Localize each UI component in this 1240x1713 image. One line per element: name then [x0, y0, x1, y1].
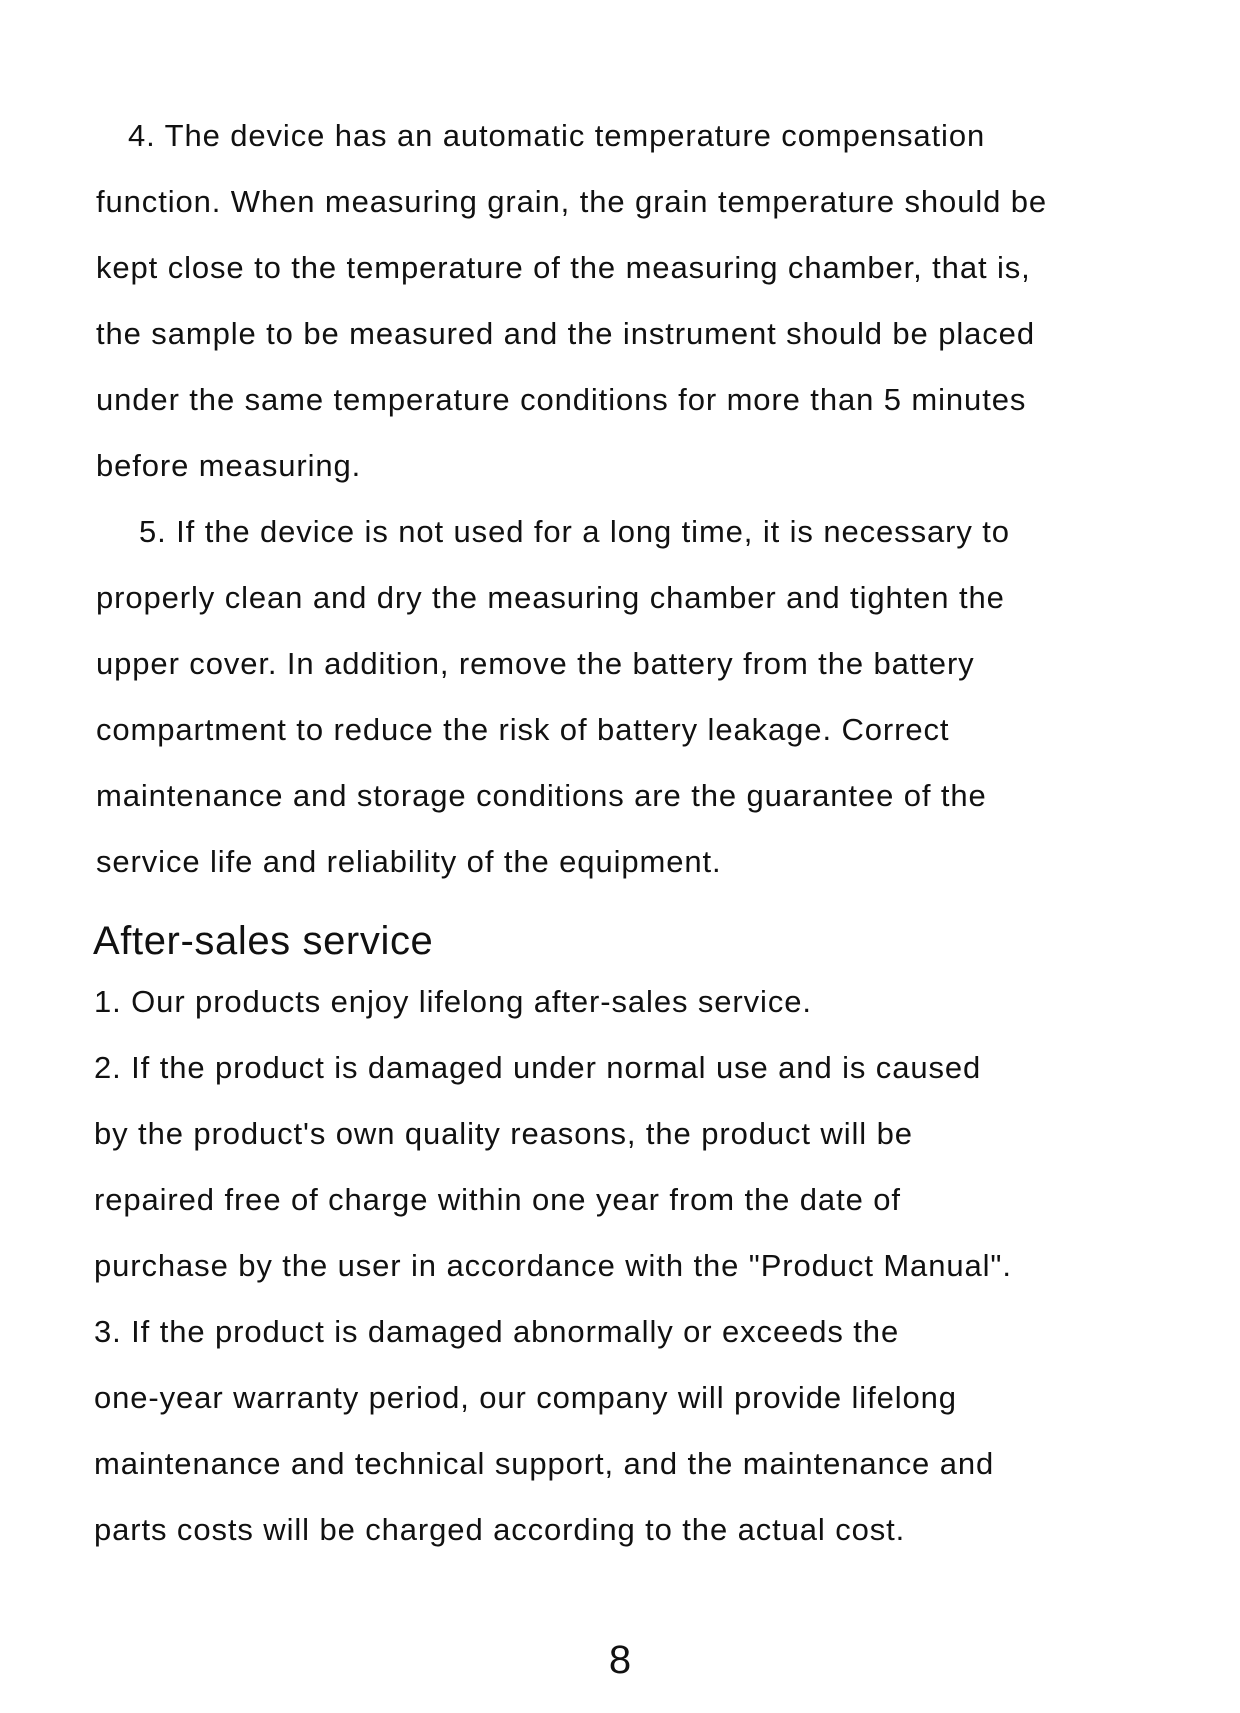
- paragraph-line: by the product's own quality reasons, the product will be: [94, 1116, 913, 1151]
- paragraph-line: maintenance and technical support, and the maintenance and: [94, 1446, 995, 1481]
- paragraph-line: properly clean and dry the measuring chamber and tighten the: [96, 580, 1005, 615]
- paragraph-line: 4. The device has an automatic temperature compensation: [128, 118, 986, 153]
- paragraph-line: function. When measuring grain, the grain temperature should be: [96, 184, 1048, 219]
- paragraph-line: the sample to be measured and the instrument should be placed: [96, 316, 1035, 351]
- section-heading: After-sales service: [93, 919, 434, 963]
- paragraph-line: service life and reliability of the equipment.: [96, 844, 722, 879]
- paragraph-line: before measuring.: [96, 448, 362, 483]
- page-number: 8: [608, 1638, 632, 1682]
- paragraph-line: purchase by the user in accordance with the "Product Manual".: [94, 1248, 1012, 1283]
- paragraph-line: 2. If the product is damaged under normal use and is caused: [94, 1050, 982, 1085]
- paragraph-line: maintenance and storage conditions are the guarantee of the: [96, 778, 987, 813]
- paragraph-line: repaired free of charge within one year from the date of: [94, 1182, 901, 1217]
- paragraph-line: 3. If the product is damaged abnormally or exceeds the: [94, 1314, 900, 1349]
- paragraph-line: 1. Our products enjoy lifelong after-sales service.: [94, 984, 812, 1019]
- paragraph-line: under the same temperature conditions for more than 5 minutes: [96, 382, 1027, 417]
- paragraph-line: kept close to the temperature of the measuring chamber, that is,: [96, 250, 1031, 285]
- paragraph-line: 5. If the device is not used for a long time, it is necessary to: [139, 514, 1010, 549]
- paragraph-line: one-year warranty period, our company will provide lifelong: [94, 1380, 957, 1415]
- paragraph-line: upper cover. In addition, remove the battery from the battery: [96, 646, 975, 681]
- paragraph-line: parts costs will be charged according to the actual cost.: [94, 1512, 906, 1547]
- paragraph-line: compartment to reduce the risk of battery leakage. Correct: [96, 712, 950, 747]
